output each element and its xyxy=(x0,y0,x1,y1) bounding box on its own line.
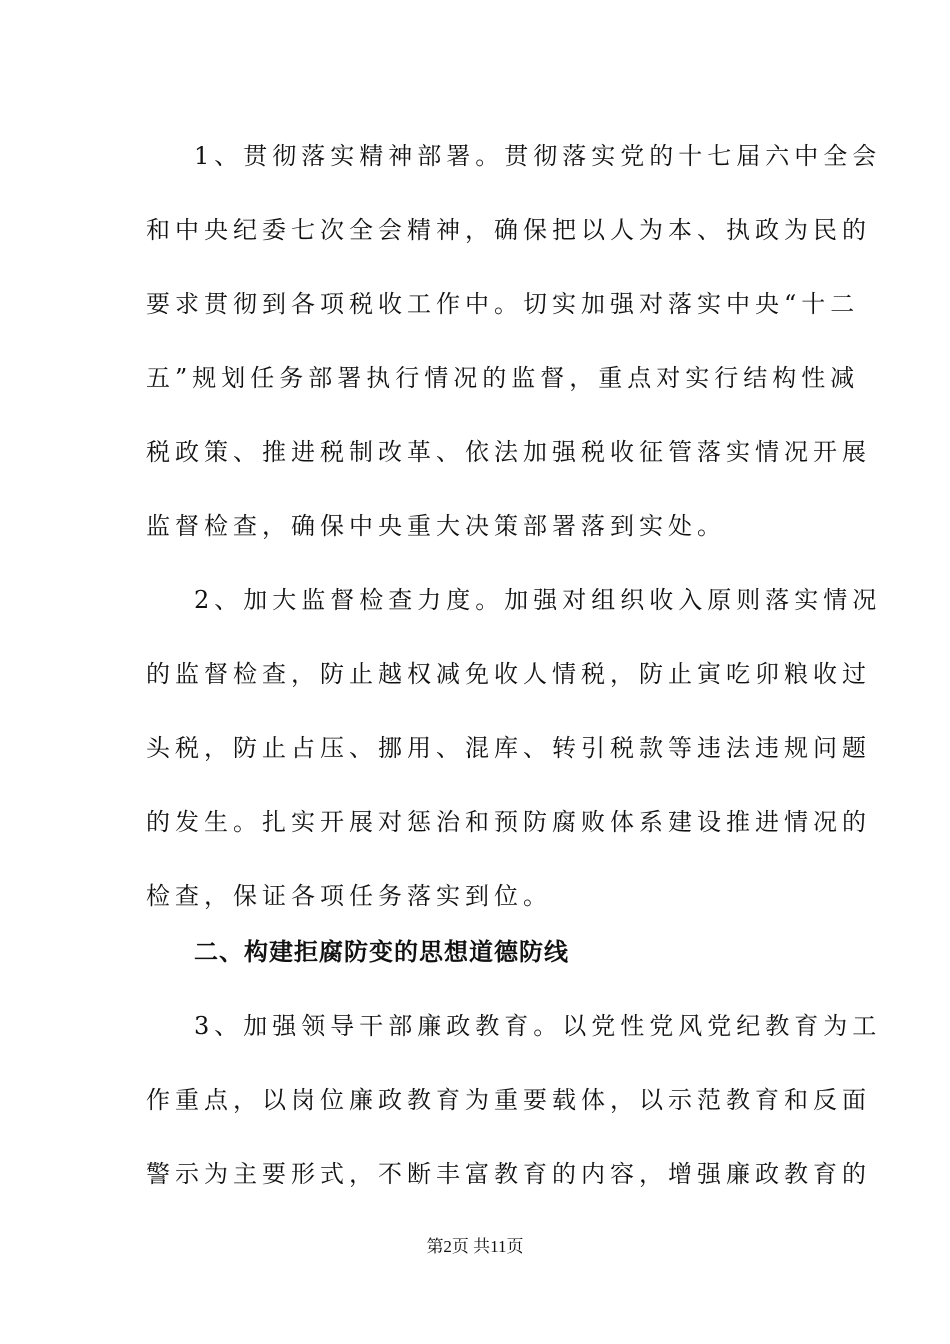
paragraph-1-line-6: 监督检查，确保中央重大决策部署落到实处。 xyxy=(146,512,726,540)
section-heading: 二、构建拒腐防变的思想道德防线 xyxy=(194,938,569,966)
paragraph-1-line-1: 1、贯彻落实精神部署。贯彻落实党的十七届六中全会 xyxy=(194,142,882,170)
paragraph-3-line-3: 警示为主要形式，不断丰富教育的内容，增强廉政教育的 xyxy=(146,1160,871,1188)
paragraph-1-line-3: 要求贯彻到各项税收工作中。切实加强对落实中央“十二 xyxy=(146,290,860,318)
paragraph-2-line-4: 的发生。扎实开展对惩治和预防腐败体系建设推进情况的 xyxy=(146,808,871,836)
page-number-footer: 第2页 共11页 xyxy=(426,1237,524,1256)
paragraph-1-line-5: 税政策、推进税制改革、依法加强税收征管落实情况开展 xyxy=(146,438,871,466)
paragraph-2-line-5: 检查，保证各项任务落实到位。 xyxy=(146,882,552,910)
paragraph-3-line-2: 作重点，以岗位廉政教育为重要载体，以示范教育和反面 xyxy=(146,1086,871,1114)
paragraph-2-line-3: 头税，防止占压、挪用、混库、转引税款等违法违规问题 xyxy=(146,734,871,762)
paragraph-1-line-2: 和中央纪委七次全会精神，确保把以人为本、执政为民的 xyxy=(146,216,871,244)
paragraph-2-line-2: 的监督检查，防止越权减免收人情税，防止寅吃卯粮收过 xyxy=(146,660,871,688)
paragraph-1-line-4: 五”规划任务部署执行情况的监督，重点对实行结构性减 xyxy=(146,364,860,392)
paragraph-3-line-1: 3、加强领导干部廉政教育。以党性党风党纪教育为工 xyxy=(194,1012,882,1040)
paragraph-2-line-1: 2、加大监督检查力度。加强对组织收入原则落实情况 xyxy=(194,586,882,614)
